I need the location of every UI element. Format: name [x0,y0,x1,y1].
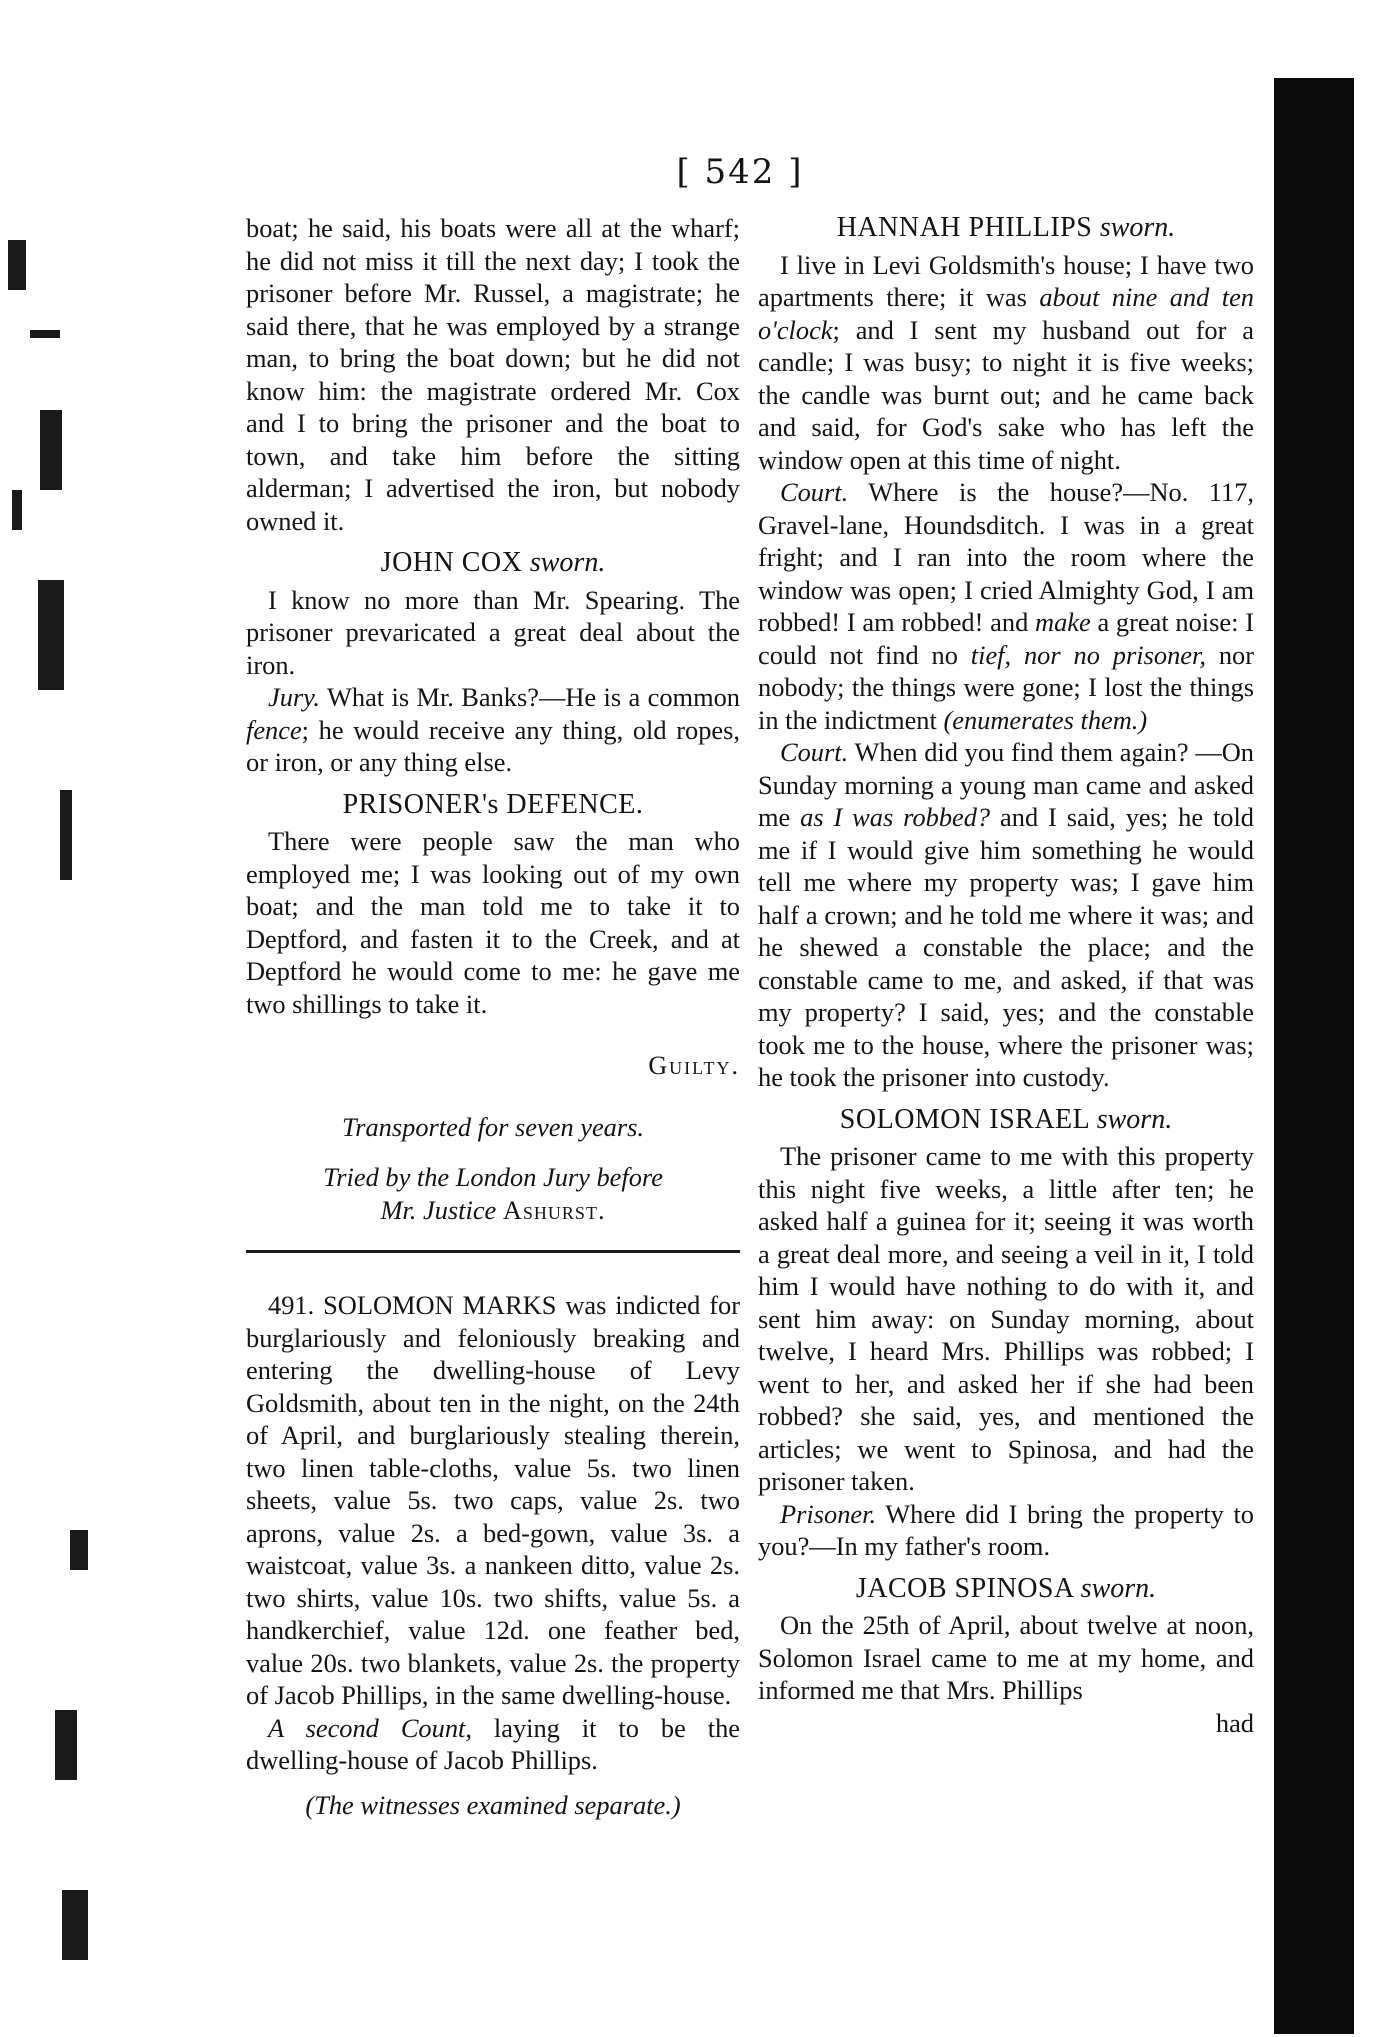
witness-name: HANNAH PHILLIPS [836,212,1093,243]
text-run-italic: make [1035,607,1091,637]
left-column [246,212,740,1821]
gutter-mark [55,1710,77,1780]
text-run: nor nobody; the things were gone; I lost the things in the indictment [758,639,1255,735]
text-run: I live in Levi Goldsmith's house; I have two apartments there; it was [758,249,1254,312]
sworn-label: sworn. [1080,1572,1157,1604]
witness-heading [246,547,740,580]
speaker-label: Court. [780,477,849,507]
paragraph: boat; he said, his boats were all at the wharf; he did not miss it till the next day; I took the prisoner before Mr. Russel, a magistrate; he said there, that he was employed by a strange man, to bring the boat down; but he did not know him: the magistrate ordered Mr. Cox and I to bring the prisoner and the boat to town, and take him before the sitting alderman; I advertised the iron, but nobody owned it. [246,213,740,536]
text-run-italic: A second Count, [268,1712,472,1743]
witness-name: SOLOMON ISRAEL [839,1103,1090,1135]
speaker-label: Prisoner. [780,1498,877,1529]
text-run: and I said, yes; he told me if I would give him something he would tell me where my property was; I gave him half a crown; and he told me where it was; and he shewed a constable the place; and the constable came to me, and asked, if that was my property? I said, yes; and the constable took me to the house, where the prisoner was; he took the prisoner into custody. [758,802,1254,1092]
gutter-mark [70,1530,88,1570]
text-run: laying it to be the dwelling-house of Jacob Phillips. [246,1712,740,1775]
trial-number: 491. [268,1290,315,1320]
section-rule [246,1250,740,1253]
paragraph [246,681,740,779]
text-run-italic: tief, nor no prisoner, [970,639,1206,670]
text-run-italic: (enumerates them.) [943,704,1148,735]
gutter-mark [62,1890,88,1960]
sworn-label: sworn. [1096,1103,1173,1135]
text-run-italic: fence [246,714,302,745]
judge-name: Ashurst. [502,1194,606,1225]
text-run: What is Mr. Banks?—He is a common [320,682,740,712]
tried-line [246,1194,740,1227]
paragraph [758,249,1254,477]
gutter-mark [12,490,22,530]
text-run-italic: Mr. Justice [380,1194,497,1225]
tried-line: Tried by the London Jury before [323,1162,663,1192]
right-column [758,212,1254,1739]
gutter-mark [60,790,72,880]
sworn-label: sworn. [529,547,606,578]
witness-heading [758,1104,1254,1137]
verdict: Guilty. [648,1051,740,1080]
witness-heading [758,212,1254,245]
gutter-mark [8,240,26,290]
text-run: Where is the house?—No. 117, Gravel-lane, Houndsditch. I was in a great fright; and I ran into the room where the window was open; I cried Almighty God, I am robbed! I am robbed! and [758,477,1254,637]
page-number: [ 542 ] [676,152,804,192]
text-run: a great noise: I could not find no [758,607,1254,670]
witness-name: JACOB SPINOSA [855,1572,1074,1604]
paragraph: On the 25th of April, about twelve at noon, Solomon Israel came to me at my home, and informed me that Mrs. Phillips [758,1610,1254,1705]
witnesses-note: (The witnesses examined separate.) [305,1789,681,1820]
section-heading: PRISONER's DEFENCE. [342,788,644,820]
text-run-italic: about nine and ten o'clock [758,282,1254,345]
witness-heading [758,1573,1254,1606]
paragraph [246,1289,740,1712]
paragraph: The prisoner came to me with this property this night five weeks, a little after ten; he asked half a guinea for it; seeing it was worth a great deal more, and seeing a veil in it, I told him I would have nothing to do with it, and sent him away: on Sunday morning, about twelve, I heard Mrs. Phillips was robbed; I went to her, and asked her if she had been robbed? she said, yes, and mentioned the articles; we went to Spinosa, and had the prisoner taken. [758,1141,1254,1496]
paragraph [758,736,1254,1094]
paragraph: I know no more than Mr. Spearing. The prisoner prevaricated a great deal about the iron. [246,584,740,680]
gutter-mark [40,410,62,490]
paragraph [246,1712,740,1777]
paragraph [758,1498,1254,1563]
gutter-mark [30,330,60,338]
speaker-label: Court. [780,737,849,767]
scan-edge-bar [1274,78,1354,2034]
text-run-italic: as I was robbed? [800,802,991,832]
scan-gutter [0,150,95,2030]
text-run: SOLOMON MARKS was indicted for burglariously and feloniously breaking and entering the dwelling-house of Levy Goldsmith, about ten in the night, on the 24th of April, and burglariously stealing therein, two linen table-cloths, value 5s. two linen sheets, value 5s. two caps, value 2s. two aprons, value 2s. a bed-gown, value 3s. a waistcoat, value 3s. a nankeen ditto, value 2s. two shirts, value 10s. two shifts, value 5s. a handkerchief, value 12d. one feather bed, value 20s. two blankets, value 2s. the property of Jacob Phillips, in the same dwelling-house. [246,1290,740,1710]
witness-name: JOHN COX [380,547,523,578]
paragraph [758,476,1254,736]
sworn-label: sworn. [1099,212,1176,243]
text-run: ; he would receive any thing, old ropes, or iron, or any thing else. [246,714,740,777]
text-run: Where did I bring the property to you?—In my father's room. [758,1498,1254,1561]
text-run: ; and I sent my husband out for a candle; I was busy; to night it is five weeks; the candle was burnt out; and he came back and said, for God's sake who has left the window open at this time of night. [758,314,1254,475]
paragraph: There were people saw the man who employed me; I was looking out of my own boat; and the man told me to take it to Deptford, and fasten it to the Creek, and at Deptford he would come to me: he gave me two shillings to take it. [246,826,740,1019]
sentence: Transported for seven years. [341,1111,644,1142]
gutter-mark [38,580,64,690]
text-run: When did you find them again? —On Sunday morning a young man came and asked me [758,737,1254,832]
catchword: had [1215,1707,1254,1738]
speaker-label: Jury. [268,682,321,712]
